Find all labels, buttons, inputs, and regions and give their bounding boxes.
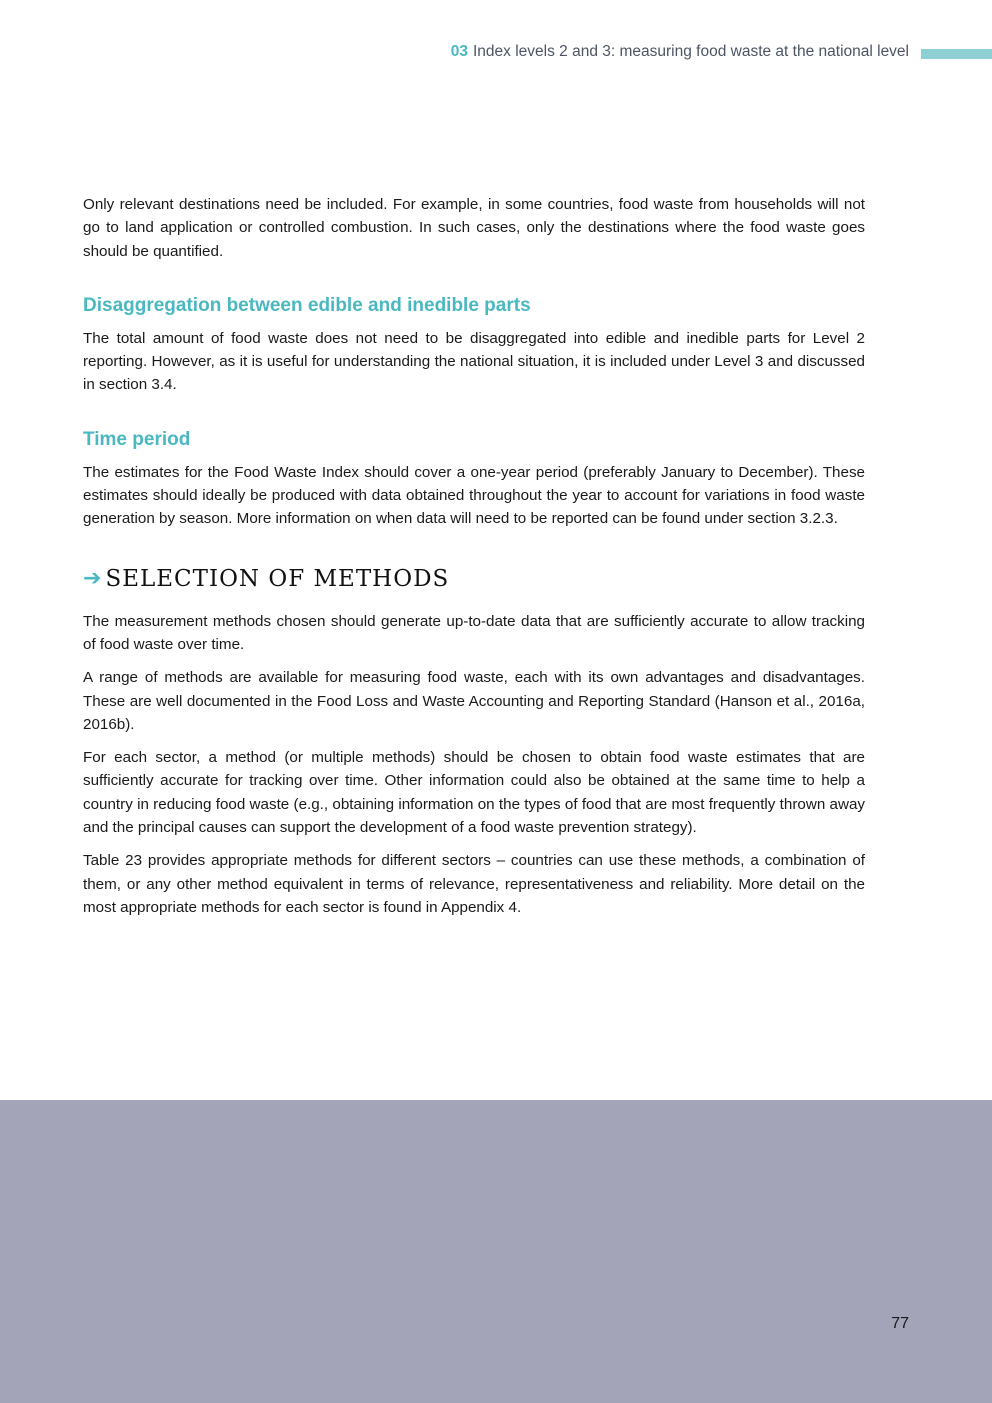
disaggregation-paragraph: The total amount of food waste does not need to be disaggregated into edible and inedible parts for Level 2 reporting. However, as it is useful for understanding the national situation, it is included under Level 3 and discussed in section 3.4. [83,329,865,394]
page-number: 77 [891,1315,909,1332]
time-period-heading: Time period [83,428,191,450]
running-header [451,43,909,61]
chapter-number: 03 [450,43,468,60]
methods-paragraph: The measurement methods chosen should generate up-to-date data that are sufficiently accurate to allow tracking of food waste over time. [83,612,865,653]
disaggregation-heading: Disaggregation between edible and inedible parts [83,294,531,316]
arrow-right-icon: ➔ [83,565,103,591]
main-content [83,193,865,929]
footer-band [0,1100,992,1403]
time-period-paragraph: The estimates for the Food Waste Index should cover a one-year period (preferably January to December). These estimates should ideally be produced with data obtained throughout the year to account for variations in food waste generation by season. More information on when data will need to be reported can be found under section 3.2.3. [83,463,865,528]
selection-of-methods-heading [83,564,865,594]
section-title: SELECTION OF METHODS [105,565,450,592]
chapter-title: Index levels 2 and 3: measuring food waste at the national level [473,43,909,60]
methods-paragraph: Table 23 provides appropriate methods for different sectors – countries can use these methods, a combination of them, or any other method equivalent in terms of relevance, representativeness and reliability. More detail on the most appropriate methods for each sector is found in Appendix 4. [83,852,865,916]
methods-paragraph: A range of methods are available for measuring food waste, each with its own advantages and disadvantages. These are well documented in the Food Loss and Waste Accounting and Reporting Standard (Hanson et al., 2016a, 2016b). [83,669,865,733]
header-accent-bar [921,49,992,59]
intro-paragraph: Only relevant destinations need be included. For example, in some countries, food waste from households will not go to land application or controlled combustion. In such cases, only the destinations where the food waste goes should be quantified. [83,196,865,260]
methods-paragraph: For each sector, a method (or multiple methods) should be chosen to obtain food waste estimates that are sufficiently accurate for tracking over time. Other information could also be obtained at the same time to help a country in reducing food waste (e.g., obtaining information on the types of food that are most frequently thrown away and the principal causes can support the development of a food waste prevention strategy). [83,749,865,837]
